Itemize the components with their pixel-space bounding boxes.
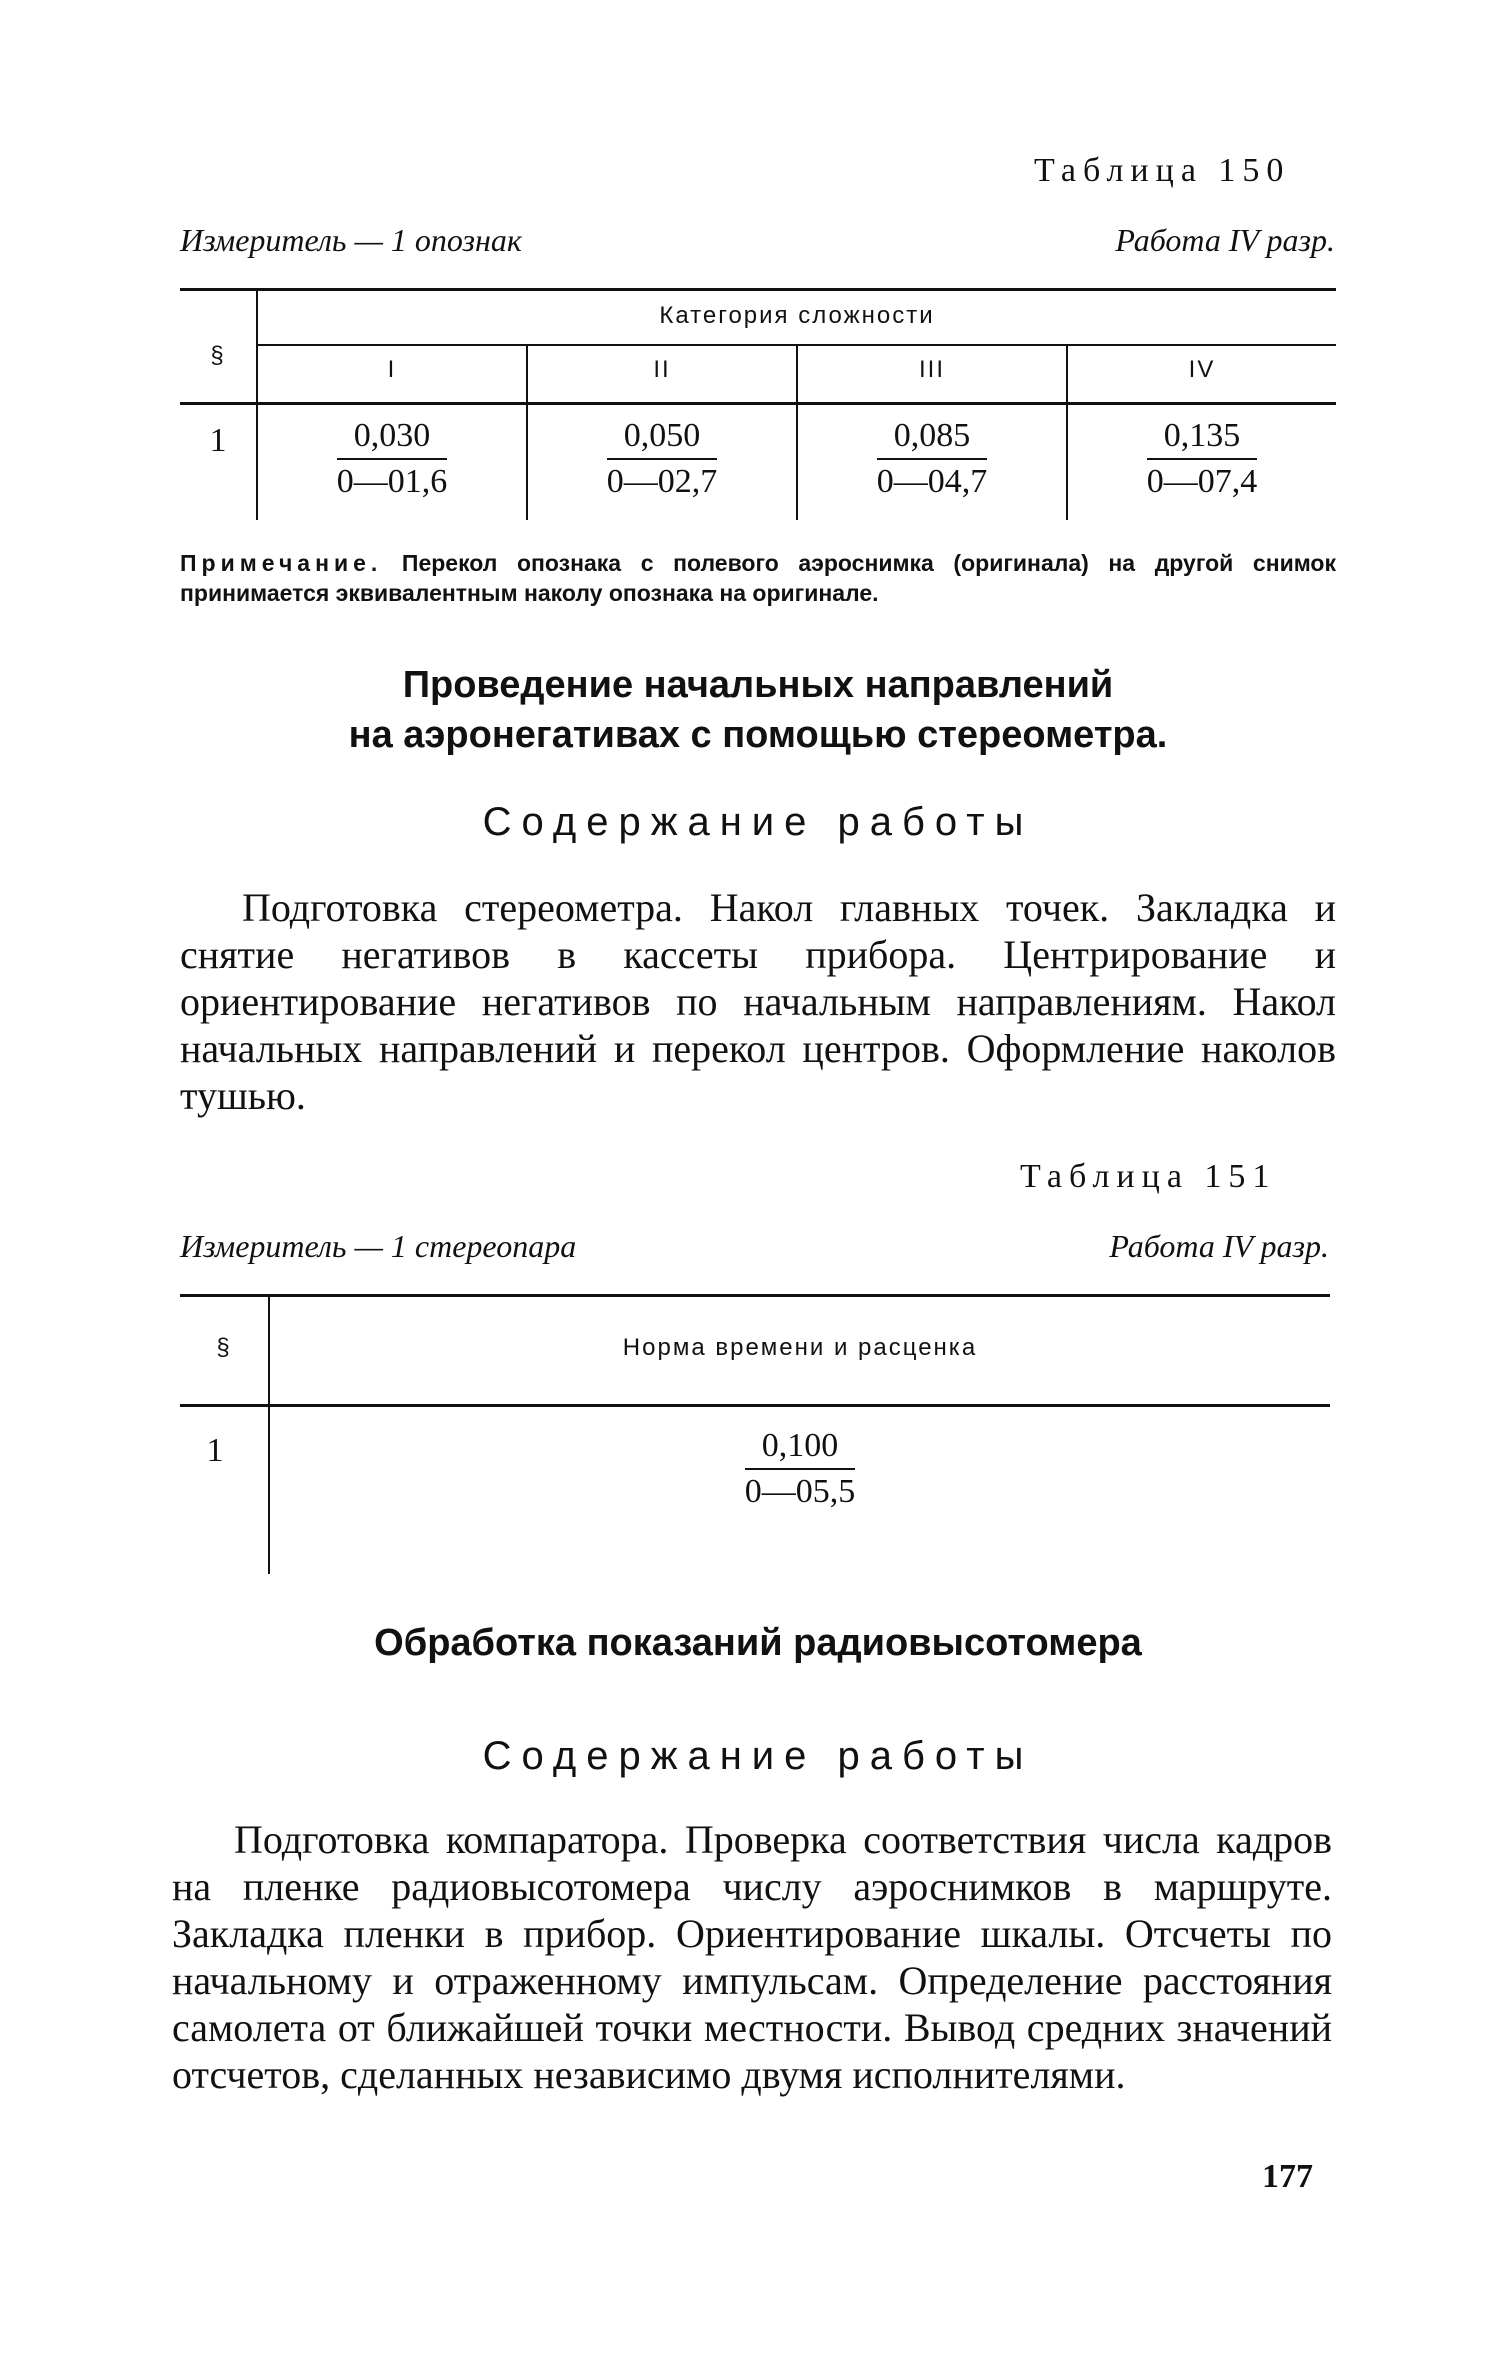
rate-cell	[798, 414, 1066, 504]
price-rate: 0—01,6	[336, 463, 448, 500]
price-rate: 0—05,5	[744, 1473, 856, 1510]
rate-cell	[1068, 414, 1336, 504]
time-norm: 0,050	[607, 414, 718, 460]
heading-line: Проведение начальных направлений	[402, 664, 1114, 706]
rate-cell	[270, 1424, 1330, 1514]
rate-cell	[528, 414, 796, 504]
rate-cell	[258, 414, 526, 504]
section-sign-header: §	[210, 342, 226, 369]
section-2-paragraph	[172, 1816, 1332, 2098]
price-rate: 0—02,7	[606, 463, 718, 500]
time-norm: 0,100	[745, 1424, 856, 1470]
table-151	[180, 1294, 1330, 1574]
section-2-subheading: Содержание работы	[482, 1734, 1034, 1778]
table-151-work-grade: Работа IV разр.	[1109, 1228, 1329, 1264]
section-sign-header: §	[216, 1334, 232, 1361]
time-norm: 0,085	[877, 414, 988, 460]
table-150-work-grade: Работа IV разр.	[1115, 222, 1335, 258]
heading-line: на аэронегативах с помощью стереометра.	[348, 714, 1168, 756]
category-header: III	[918, 356, 945, 383]
category-header: II	[653, 356, 671, 383]
time-norm-header: Норма времени и расценка	[622, 1334, 978, 1361]
section-1-heading	[180, 660, 1336, 760]
category-header: IV	[1188, 356, 1216, 383]
table-151-measure: Измеритель — 1 стереопара	[180, 1228, 577, 1264]
paragraph-text: Подготовка стереометра. Накол главных точек. Закладка и снятие негативов в кассеты прибора. Центрирование и ориентирование негативов по начальным направлениям. Накол начальных направлений и перекол центров. Оформление наколов тушью.	[180, 885, 1336, 1118]
note-text: Перекол опознака с полевого аэроснимка (оригинала) на другой снимок принимается эквивалентным наколу опознака на оригинале.	[180, 550, 1336, 606]
category-header: I	[387, 356, 397, 383]
row-number: 1	[209, 422, 227, 459]
price-rate: 0—07,4	[1146, 463, 1258, 500]
complexity-category-header: Категория сложности	[659, 302, 935, 329]
table-150	[180, 288, 1336, 520]
section-2-heading: Обработка показаний радиовысотомера	[374, 1622, 1142, 1664]
row-number: 1	[206, 1432, 224, 1469]
paragraph-text: Подготовка компаратора. Проверка соответствия числа кадров на пленке радиовысотомера числу аэроснимков в маршруте. Закладка пленки в прибор. Ориентирование шкалы. Отсчеты по начальному и отраженному импульсам. Определение расстояния самолета от ближайшей точки местности. Вывод средних значений отсчетов, сделанных независимо двумя исполнителями.	[172, 1817, 1332, 2097]
page-number: 177	[1262, 2158, 1313, 2195]
table-150-caption: Таблица 150	[1034, 152, 1291, 189]
table-151-caption: Таблица 151	[1020, 1158, 1277, 1195]
section-1-paragraph	[180, 884, 1336, 1119]
table-150-note	[180, 548, 1336, 608]
table-150-measure: Измеритель — 1 опознак	[180, 222, 522, 258]
price-rate: 0—04,7	[876, 463, 988, 500]
section-1-subheading: Содержание работы	[482, 800, 1034, 844]
time-norm: 0,135	[1147, 414, 1258, 460]
time-norm: 0,030	[337, 414, 448, 460]
note-lead: Примечание.	[180, 550, 383, 576]
